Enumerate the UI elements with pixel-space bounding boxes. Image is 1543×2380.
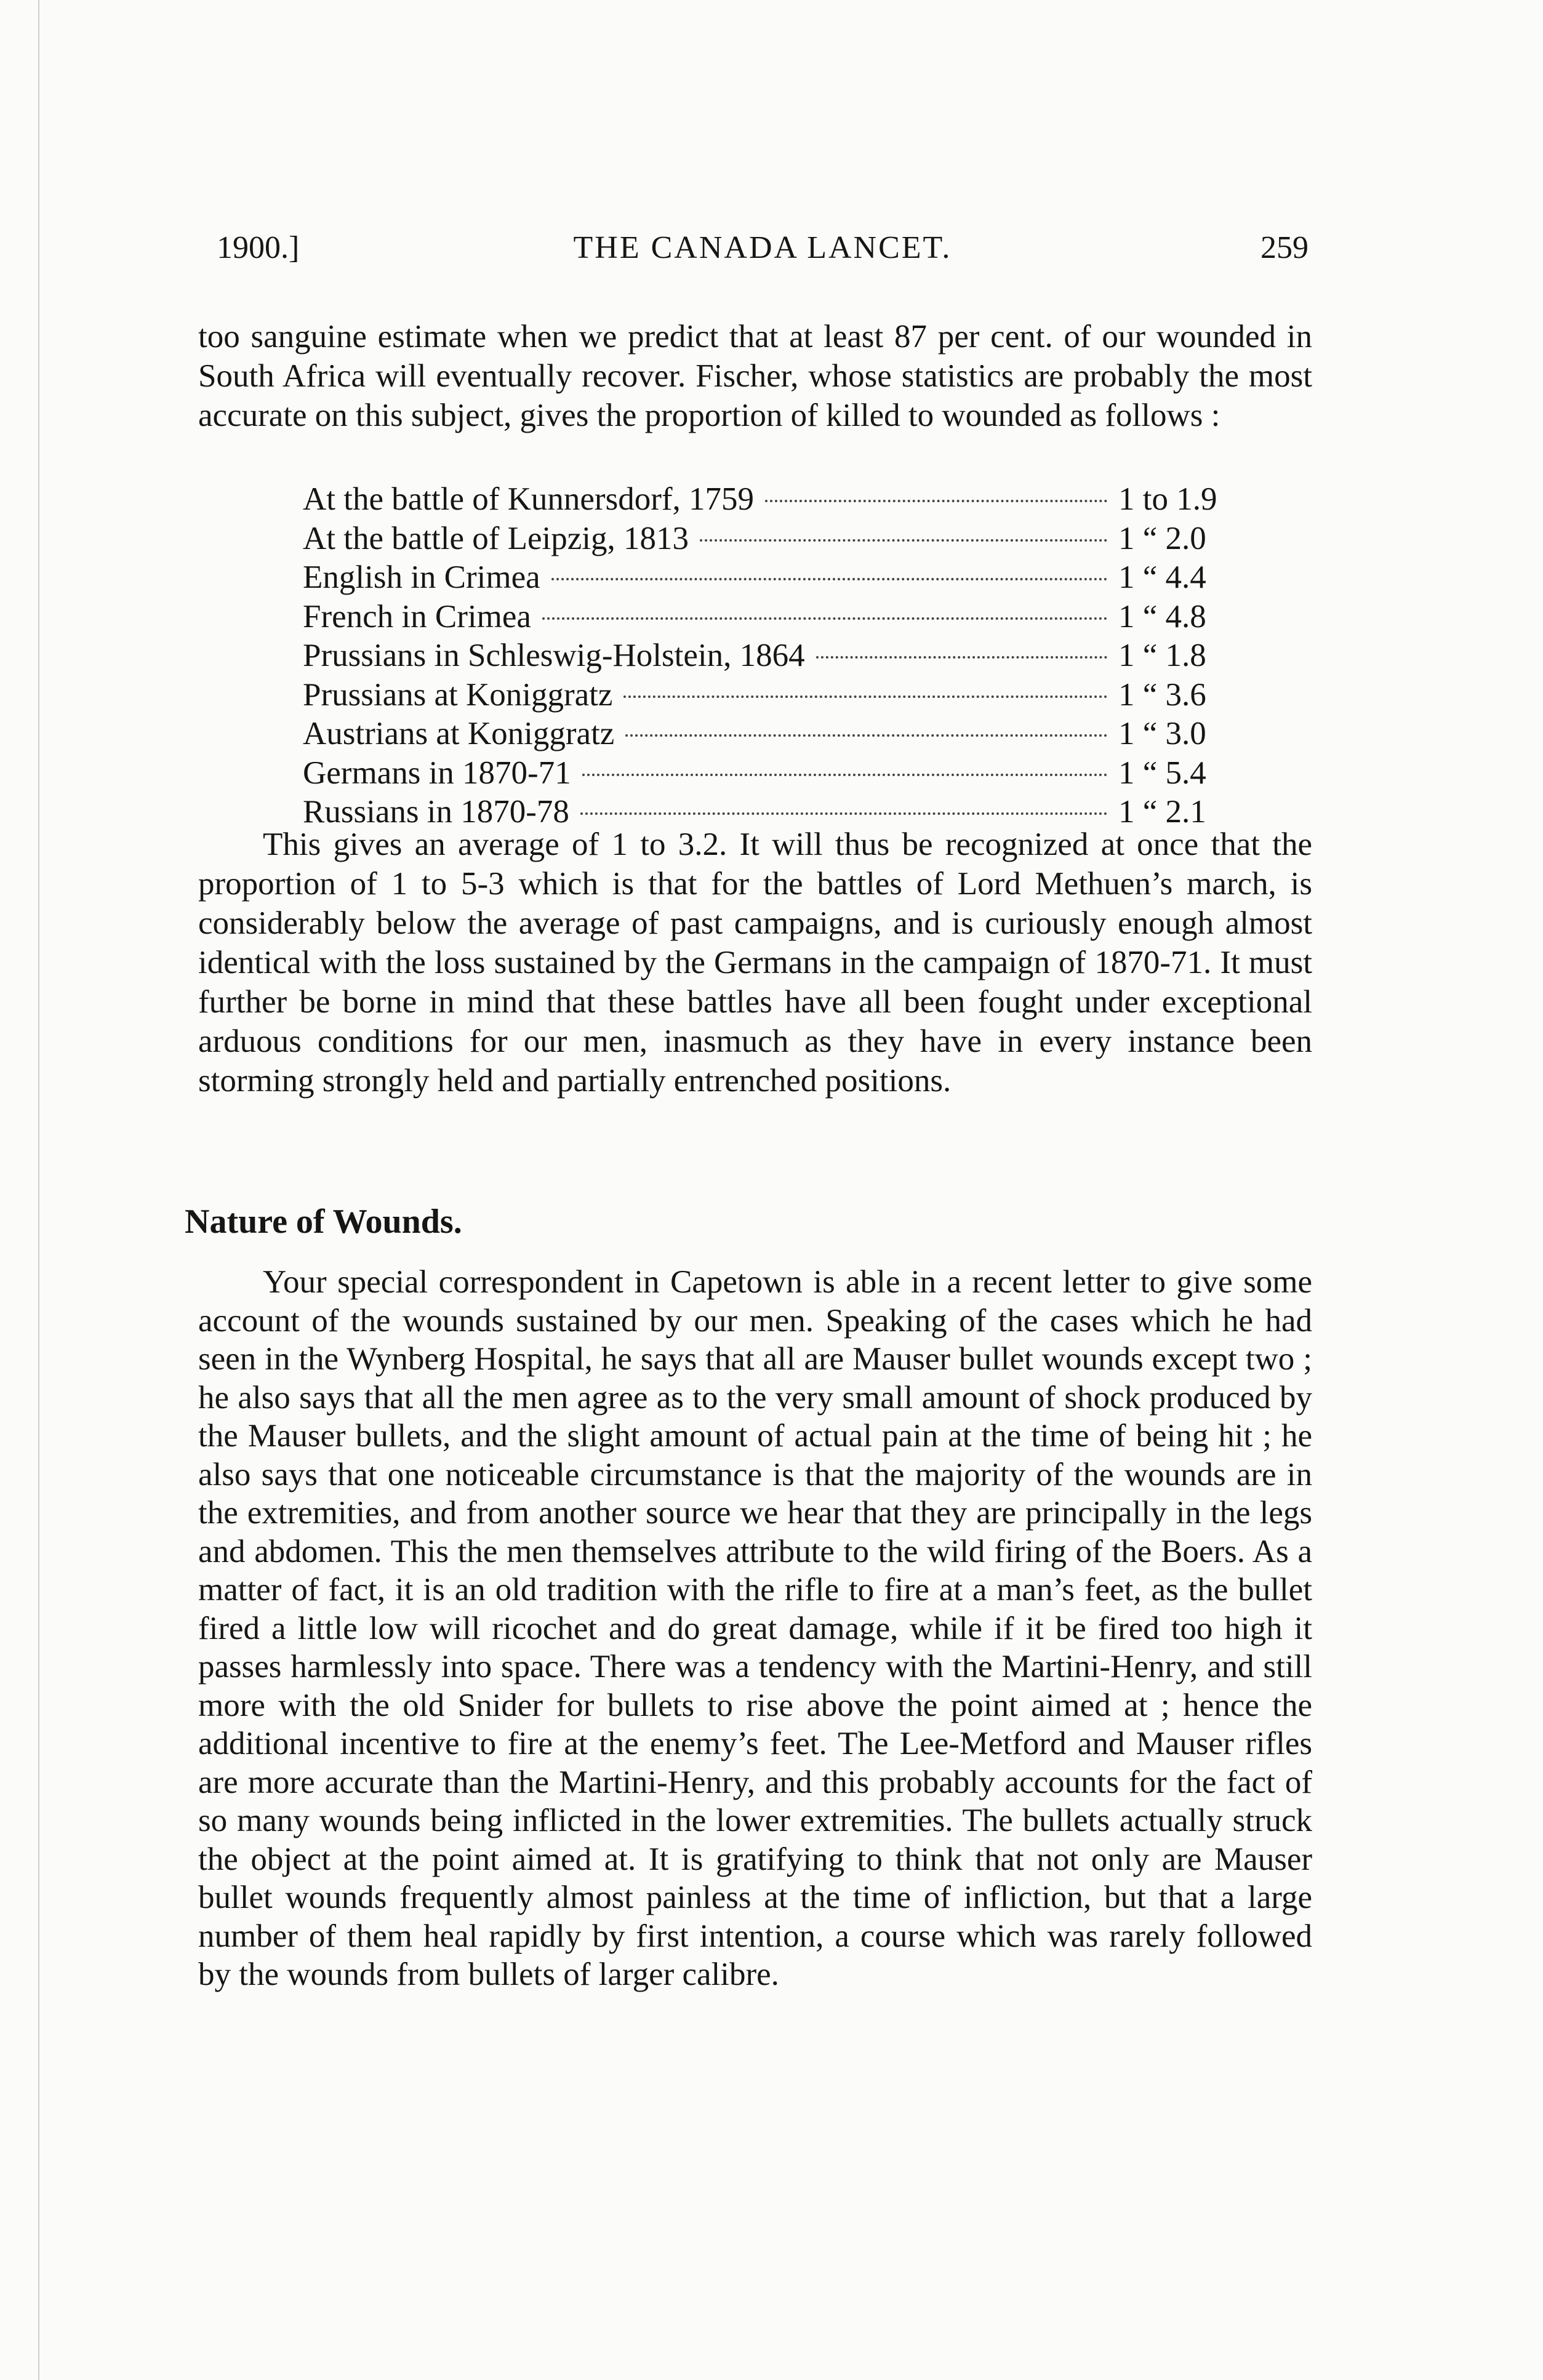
casualty-ratio-table [303, 480, 1263, 832]
journal-title: THE CANADA LANCET. [573, 230, 952, 265]
dot-leader [580, 812, 1107, 815]
paragraph-average: This gives an average of 1 to 3.2. It will thus be recognized at once that the proportion of 1 to 5-3 which is that for the battles of Lord Methuen’s march, is considerably below the average of past campaigns, and is curiously enough almost identical with the loss sustained by the Germans in the campaign of 1870-71. It must further be borne in mind that these battles have all been fought under exceptional arduous conditions for our men, inasmuch as they have in every instance been storming strongly held and partially entrenched positions. [198, 827, 1312, 1099]
row-label: French in Crimea [303, 598, 531, 635]
row-label: Germans in 1870-71 [303, 755, 571, 791]
table-row [303, 519, 1263, 559]
table-row [303, 715, 1263, 754]
row-label: Prussians at Koniggratz [303, 676, 613, 713]
dot-leader [765, 500, 1107, 502]
running-header [217, 226, 1309, 270]
row-label: English in Crimea [303, 559, 540, 595]
paragraph-intro: too sanguine estimate when we predict that at least 87 per cent. of our wounded in South Africa will eventually recover. Fischer, whose statistics are probably the most accurate on this subject, gives the proportion of killed to wounded as follows : [198, 319, 1312, 433]
table-row [303, 636, 1263, 676]
dot-leader [623, 695, 1107, 698]
page-number: 259 [1260, 230, 1309, 265]
table-row [303, 558, 1263, 598]
row-ratio: 1 “ 1.8 [1118, 638, 1206, 673]
row-ratio: 1 “ 4.8 [1118, 598, 1206, 635]
paragraph-wounds: Your special correspondent in Capetown is able in a recent letter to give some account of the wounds sustained by our men. Speaking of the cases which he had seen in the Wynberg Hospital, he says that all are Mauser bullet wounds except two ; he also says that all the men agree as to the very small amount of shock produced by the Mauser bullets, and the slight amount of actual pain at the time of being hit ; he also says that one noticeable circumstance is that the majority of the wounds are in the extremities, and from another source we hear that they are principally in the legs and abdomen. This the men themselves attribute to the wild firing of the Boers. As a matter of fact, it is an old tradition with the rifle to fire at a man’s feet, as the bullet fired a little low will ricochet and do great damage, while if it be fired too high it passes harmlessly into space. There was a tendency with the Martini-Henry, and still more with the old Snider for bullets to rise above the point aimed at ; hence the additional incentive to fire at the enemy’s feet. The Lee-Metford and Mauser rifles are more accurate than the Martini-Henry, and this probably accounts for the fact of so many wounds being inflicted in the lower extremities. The bullets actually struck the object at the point aimed at. It is gratifying to think that not only are Mauser bullet wounds frequently almost painless at the time of infliction, but that a large number of them heal rapidly by first intention, a course which was rarely followed by the wounds from bullets of larger calibre. [198, 1264, 1312, 1992]
dot-leader [542, 617, 1107, 620]
row-label: At the battle of Kunnersdorf, 1759 [303, 481, 754, 517]
row-label: Russians in 1870-78 [303, 794, 569, 830]
row-label: At the battle of Leipzig, 1813 [303, 520, 689, 556]
row-ratio: 1 “ 4.4 [1118, 559, 1206, 595]
table-row [303, 598, 1263, 637]
row-ratio: 1 “ 2.0 [1118, 520, 1206, 556]
table-row [303, 676, 1263, 715]
row-ratio: 1 “ 3.6 [1118, 676, 1206, 713]
table-row [303, 480, 1263, 519]
row-ratio: 1 “ 3.0 [1118, 716, 1206, 751]
row-label: Austrians at Koniggratz [303, 716, 615, 751]
dot-leader [625, 734, 1107, 737]
row-label: Prussians in Schleswig-Holstein, 1864 [303, 638, 805, 673]
table-row [303, 754, 1263, 793]
dot-leader [700, 539, 1107, 542]
header-year: 1900.] [217, 230, 300, 265]
page-edge-shadow [38, 0, 39, 2380]
dot-leader [816, 656, 1107, 659]
row-ratio: 1 “ 2.1 [1118, 794, 1206, 830]
row-ratio: 1 to 1.9 [1118, 481, 1217, 517]
row-ratio: 1 “ 5.4 [1118, 755, 1206, 791]
dot-leader [551, 578, 1107, 580]
section-heading: Nature of Wounds. [185, 1203, 462, 1241]
dot-leader [582, 774, 1107, 776]
